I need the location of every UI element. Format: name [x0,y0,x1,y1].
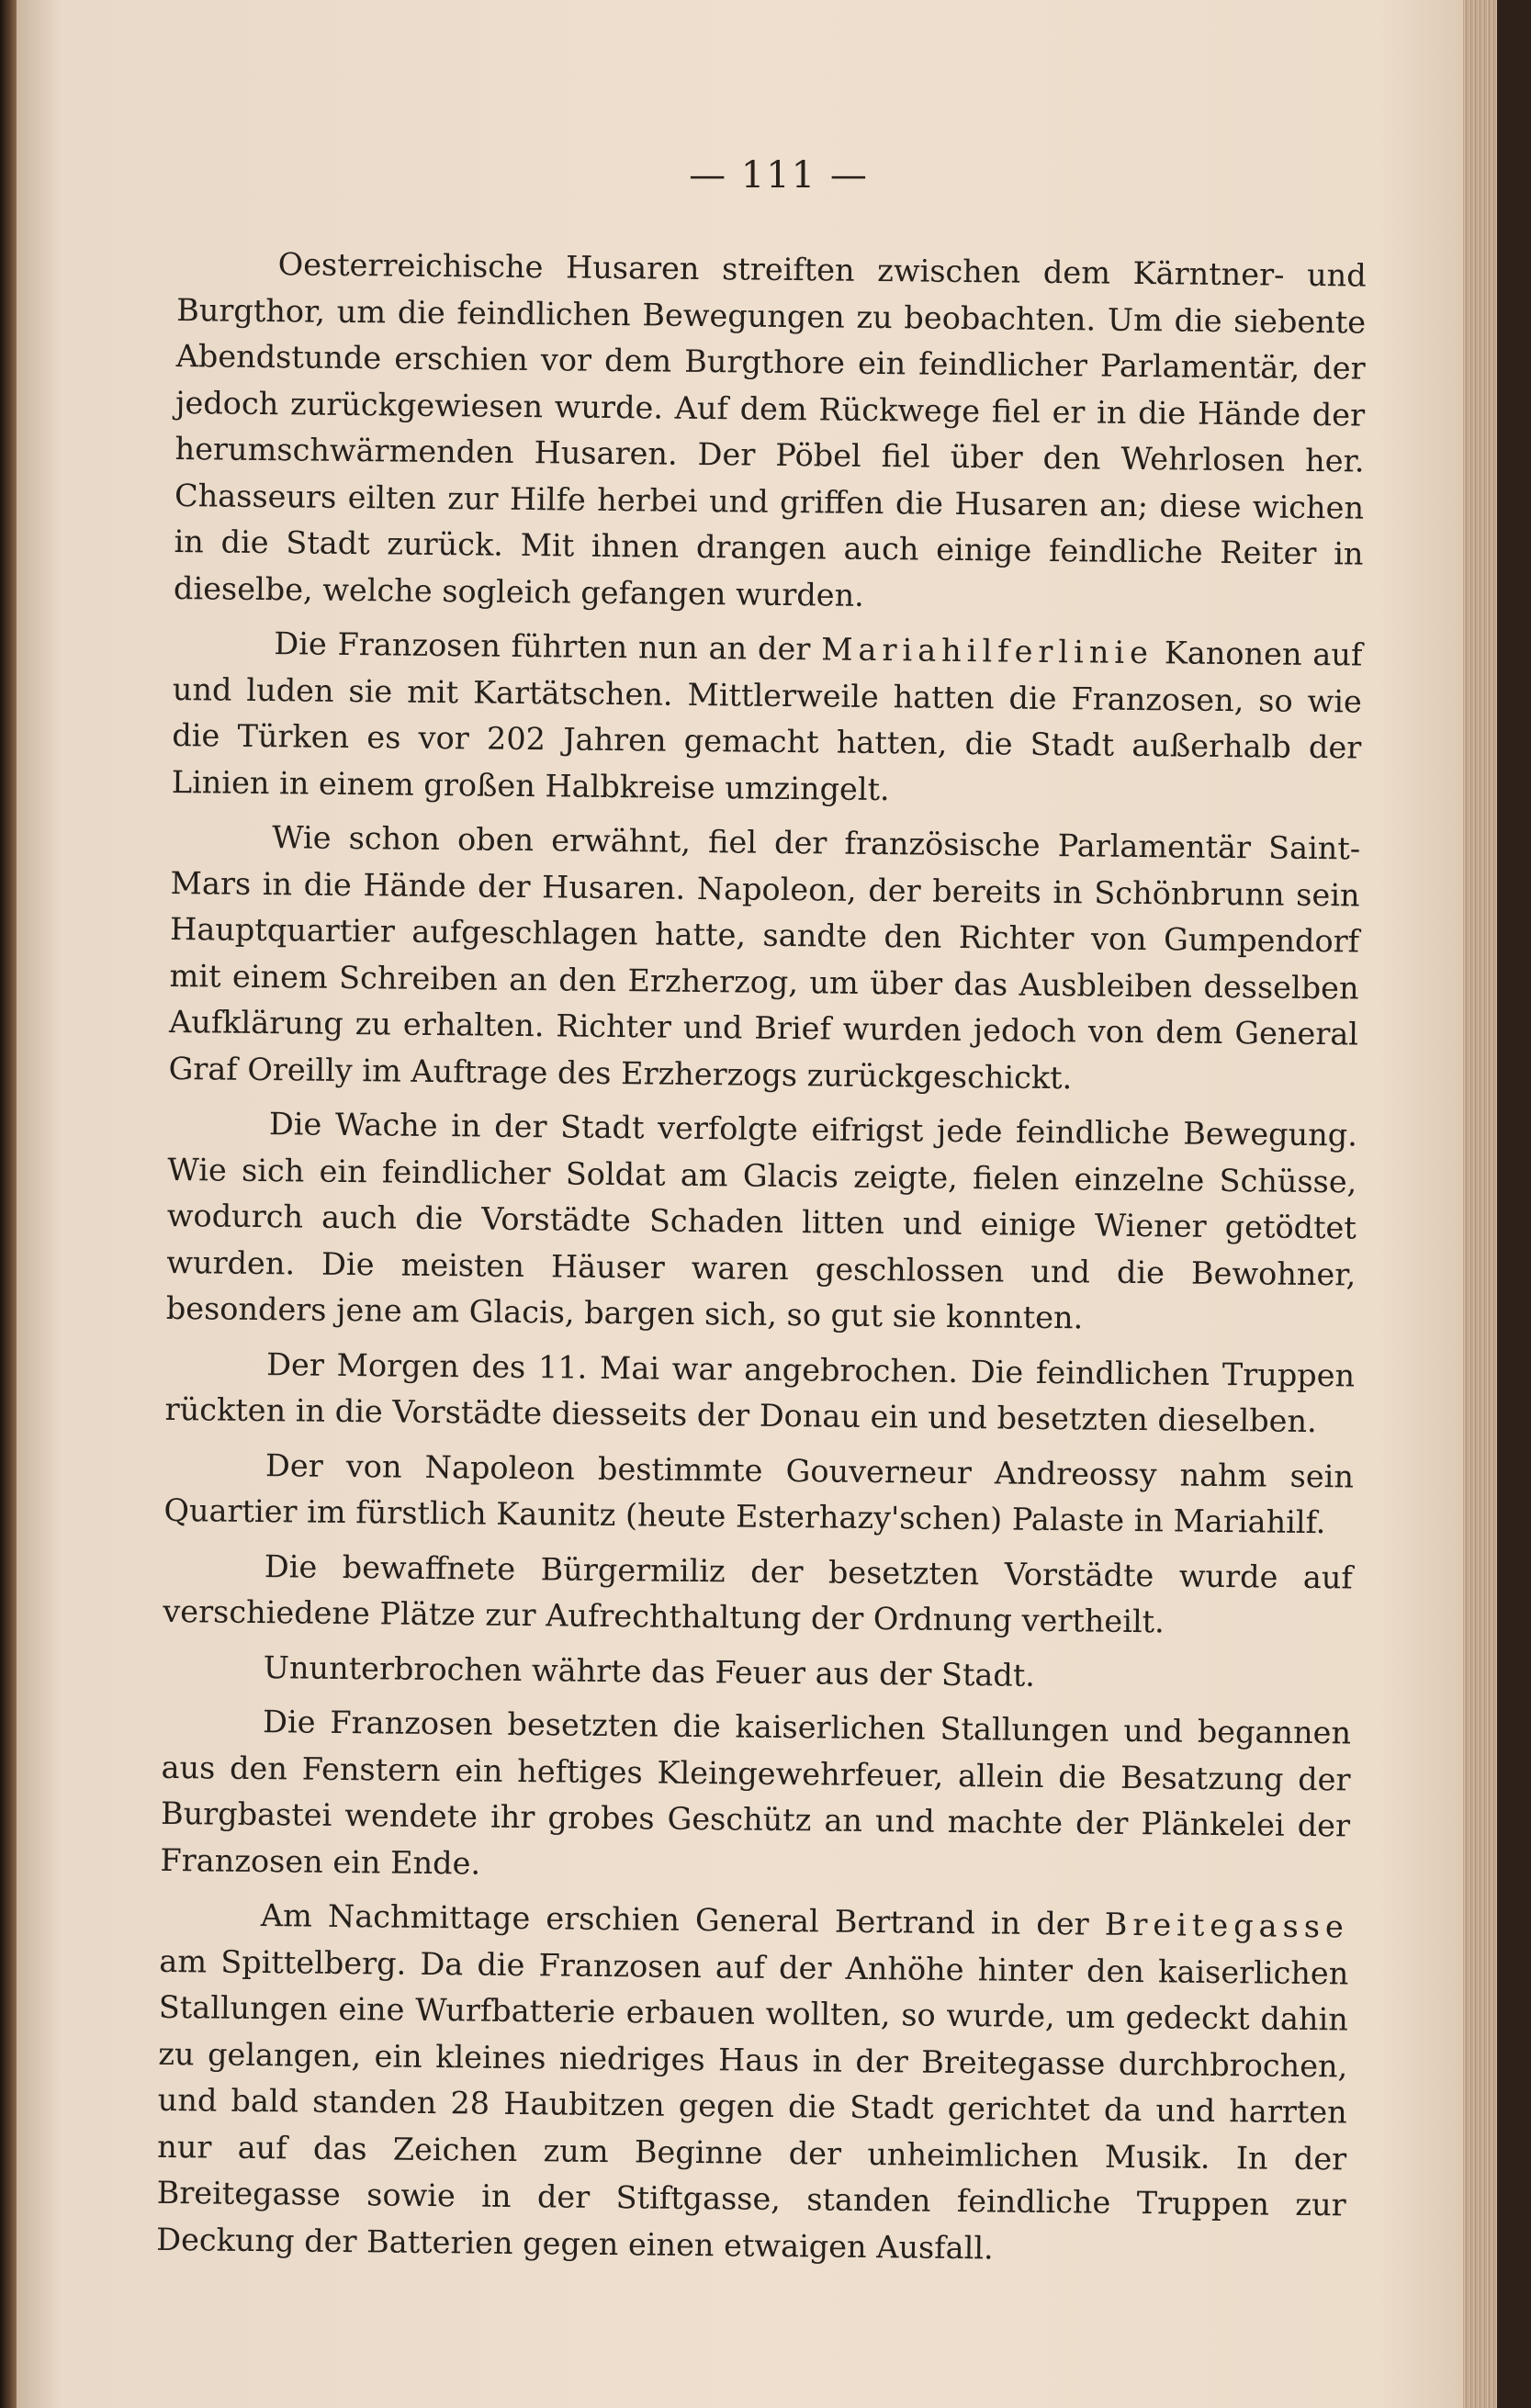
paragraph-4: Die Wache in der Stadt verfolgte eifrigst jede feindliche Bewegung. Wie sich ein feindlicher Soldat am Glacis zeigte, fielen einzelne Schüsse, wodurch auch die Vorstädte Schaden litten und einige Wiener getödtet wurden. Die meisten Häuser waren geschlossen und die Bewohner, besonders jene am Glacis, bargen sich, so gut sie konnten. [165,1106,1358,1336]
page-number: — 111 — [689,154,869,197]
paragraph-10-start: Am Nachmittage erschien General Bertrand in der [260,1897,1105,1942]
paragraph-8: Ununterbrochen währte das Feuer aus der Stadt. [263,1648,1036,1693]
paragraph-10 [156,1892,1349,2276]
paragraph-7: Die bewaffnete Bürgermiliz der besetzten Vorstädte wurde auf verschiedene Plätze zur Aufrechthaltung der Ordnung vertheilt. [163,1547,1354,1640]
book-page [17,0,1497,2408]
place-name-mariahilferlinie: Mariahilferlinie [821,631,1154,671]
place-name-breitegasse: Breitegasse [1104,1906,1350,1945]
paragraph-1: Oesterreichische Husaren streiften zwischen dem Kärntner- und Burgthor, um die feindlichen Bewegungen zu beobachten. Um die siebente Abendstunde erschien vor dem Burgthore ein feindlicher Parlamentär, der jedoch zurückgewiesen wurde. Auf dem Rückwege fiel er in die Hände der herumschwärmenden Husaren. Der Pöbel fiel über den Wehrlosen her. Chasseurs eilten zur Hilfe herbei und griffen die Husaren an; diese wichen in die Stadt zurück. Mit ihnen drangen auch einige feindliche Reiter in dieselbe, welche sogleich gefangen wurden. [173,246,1367,613]
page-edges [1463,0,1497,2408]
paragraph-2-end: Kanonen auf und luden sie mit Kartätschen. Mittlerweile hatten die Franzosen, so wie die Türken es vor 202 Jahren gemacht hatten, die Stadt außerhalb der Linien in einem großen Halbkreise umzingelt. [171,635,1363,807]
page-body [156,241,1367,2283]
paragraph-5: Der Morgen des 11. Mai war angebrochen. Die feindlichen Truppen rückten in die Vorstädte diesseits der Donau ein und besetzten dieselben. [164,1345,1356,1440]
paragraph-6: Der von Napoleon bestimmte Gouverneur Andreossy nahm sein Quartier im fürstlich Kaunitz (heute Esterhazy'schen) Palaste in Mariahilf. [163,1446,1355,1541]
paragraph-9: Die Franzosen besetzten die kaiserlichen Stallungen und begannen aus den Fenstern ein heftiges Kleingewehrfeuer, allein die Besatzung der Burgbastei wendete ihr grobes Geschütz an und machte der Plänkelei der Franzosen ein Ende. [160,1704,1352,1882]
paragraph-10-end: am Spittelberg. Da die Franzosen auf der Anhöhe hinter den kaiserlichen Stallungen eine Wurfbatterie erbauen wollten, so wurde, um gedeckt dahin zu gelangen, ein kleines niedriges Haus in der Breitegasse durchbrochen, und bald standen 28 Haubitzen gegen die Stadt gerichtet da und harrten nur auf das Zeichen zum Beginne der unheimlichen Musik. In der Breitegasse sowie in der Stiftgasse, standen feindliche Truppen zur Deckung der Batterien gegen einen etwaigen Ausfall. [156,1942,1349,2266]
paragraph-2 [172,620,1363,818]
paragraph-2-start: Die Franzosen führten nun an der [274,625,822,668]
paragraph-3: Wie schon oben erwähnt, fiel der französische Parlamentär Saint-Mars in die Hände der Husaren. Napoleon, der bereits in Schönbrunn sein Hauptquartier aufgeschlagen hatte, sandte den Richter von Gumpendorf mit einem Schreiben an den Erzherzog, um über das Ausbleiben desselben Aufklärung zu erhalten. Richter und Brief wurden jedoch von dem General Graf Oreilly im Auftrage des Erzherzogs zurückgeschickt. [168,819,1361,1096]
book-spine [0,0,17,2408]
